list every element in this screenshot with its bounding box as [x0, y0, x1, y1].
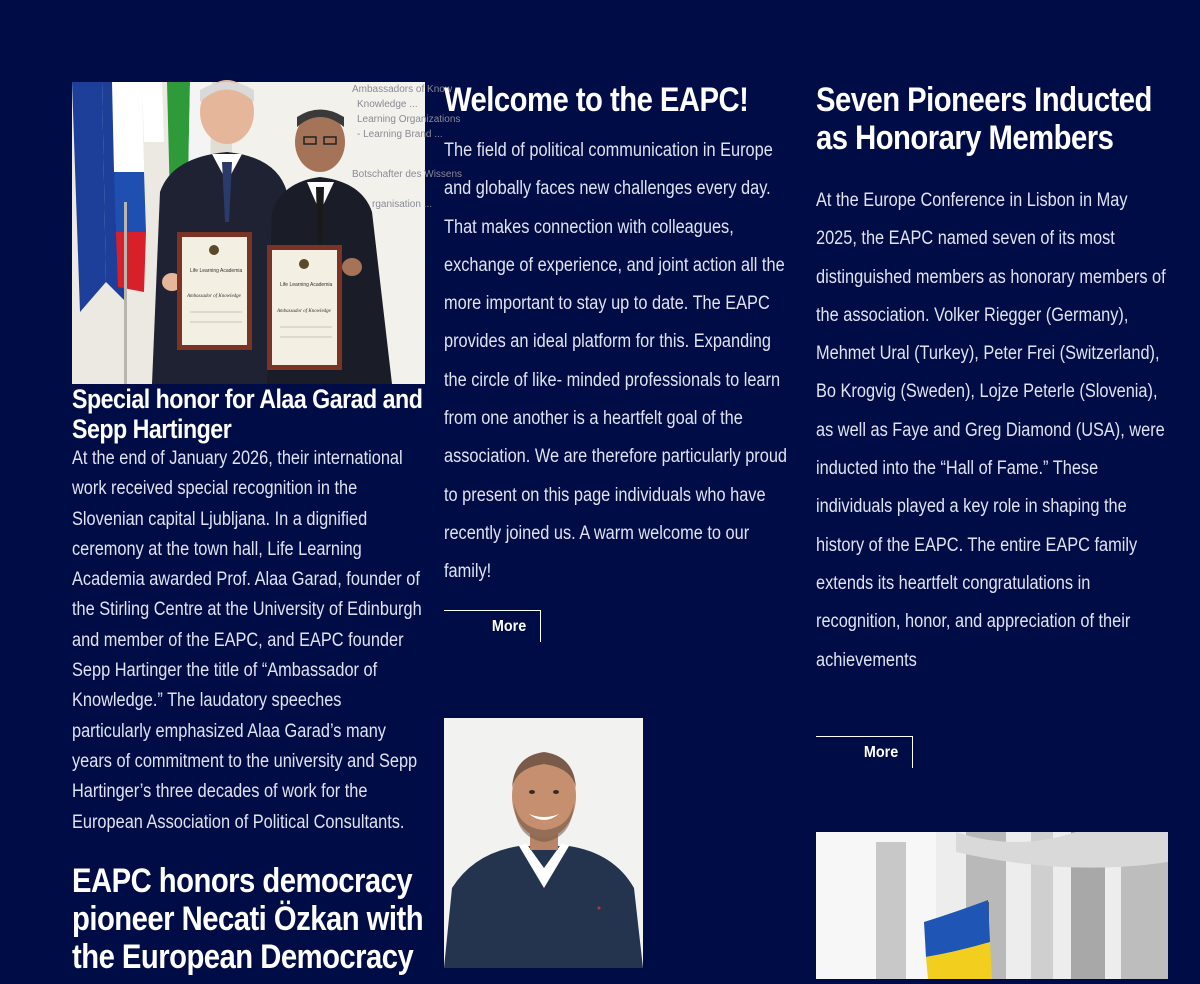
welcome-more-button[interactable]	[444, 610, 541, 642]
new-member-portrait-photo[interactable]	[444, 718, 643, 968]
svg-text:- Learning Brand ...: - Learning Brand ...	[357, 129, 443, 140]
svg-text:Knowledge ...: Knowledge ...	[357, 99, 418, 110]
svg-text:Ambassador of Knowledge: Ambassador of Knowledge	[187, 294, 241, 299]
banner-text-1: Ambassadors of Know	[352, 84, 453, 95]
svg-text:Learning Organizations: Learning Organizations	[357, 114, 461, 125]
certificate-title-left: Life Learning Academia	[190, 268, 243, 274]
welcome-title: Welcome to the EAPC!	[444, 81, 749, 119]
welcome-body: The field of political communication in Europe and globally faces new challenges every day. That makes connection with colleagues, exchange of experience, and joint action all the more important to stay up to date. The EAPC provides an ideal platform for this. Expanding the circle of like- minded professionals to learn from one another is a heartfelt goal of the association. We are therefore particularly proud to present on this page individuals who have recently joined us. A warm welcome to our family!	[444, 140, 788, 583]
certificate-title-right: Life Learning Academia	[280, 282, 333, 288]
more-button-label: More	[491, 618, 526, 635]
svg-text:Ambassador of Knowledge: Ambassador of Knowledge	[277, 309, 331, 314]
pioneers-body: At the Europe Conference in Lisbon in May 2025, the EAPC named seven of its most distinguished members as honorary members of the association. Volker Riegger (Germany), Mehmet Ural (Turkey), Peter Frei (Switzerland), Bo Krogvig (Sweden), Lojze Peterle (Slovenia), as well as Faye and Greg Diamond (USA), were inducted into the “Hall of Fame.” These individuals played a key role in shaping the history of the EAPC. The entire EAPC family extends its heartfelt congratulations in recognition, honor, and appreciation of their achievements	[816, 190, 1166, 671]
article-body-special-honor: At the end of January 2026, their international work received special recognition in the Slovenian capital Ljubljana. In a dignified ceremony at the town hall, Life Learning Academia awarded Prof. Alaa Garad, founder of the Stirling Centre at the University of Edinburgh and member of the EAPC, and EAPC founder Sepp Hartinger the title of “Ambassador of Knowledge.” The laudatory speeches particularly emphasized Alaa Garad’s many years of commitment to the university and Sepp Hartinger’s three decades of work for the European Association of Political Consultants.	[72, 448, 422, 833]
more-button-label: More	[863, 744, 898, 761]
svg-text:rganisation ...: rganisation ...	[372, 199, 433, 210]
pioneers-title[interactable]: Seven Pioneers Inducted as Honorary Members	[816, 81, 1152, 157]
article-title-necati-ozkan[interactable]: EAPC honors democracy pioneer Necati Özkan with the European Democracy	[72, 862, 424, 976]
ambassador-award-photo[interactable]	[72, 82, 463, 384]
ukraine-flag-photo[interactable]	[816, 832, 1168, 979]
svg-text:Botschafter des Wissens: Botschafter des Wissens	[352, 169, 463, 180]
article-title-special-honor[interactable]: Special honor for Alaa Garad and Sepp Hartinger	[72, 384, 423, 444]
pioneers-more-button[interactable]	[816, 736, 913, 768]
